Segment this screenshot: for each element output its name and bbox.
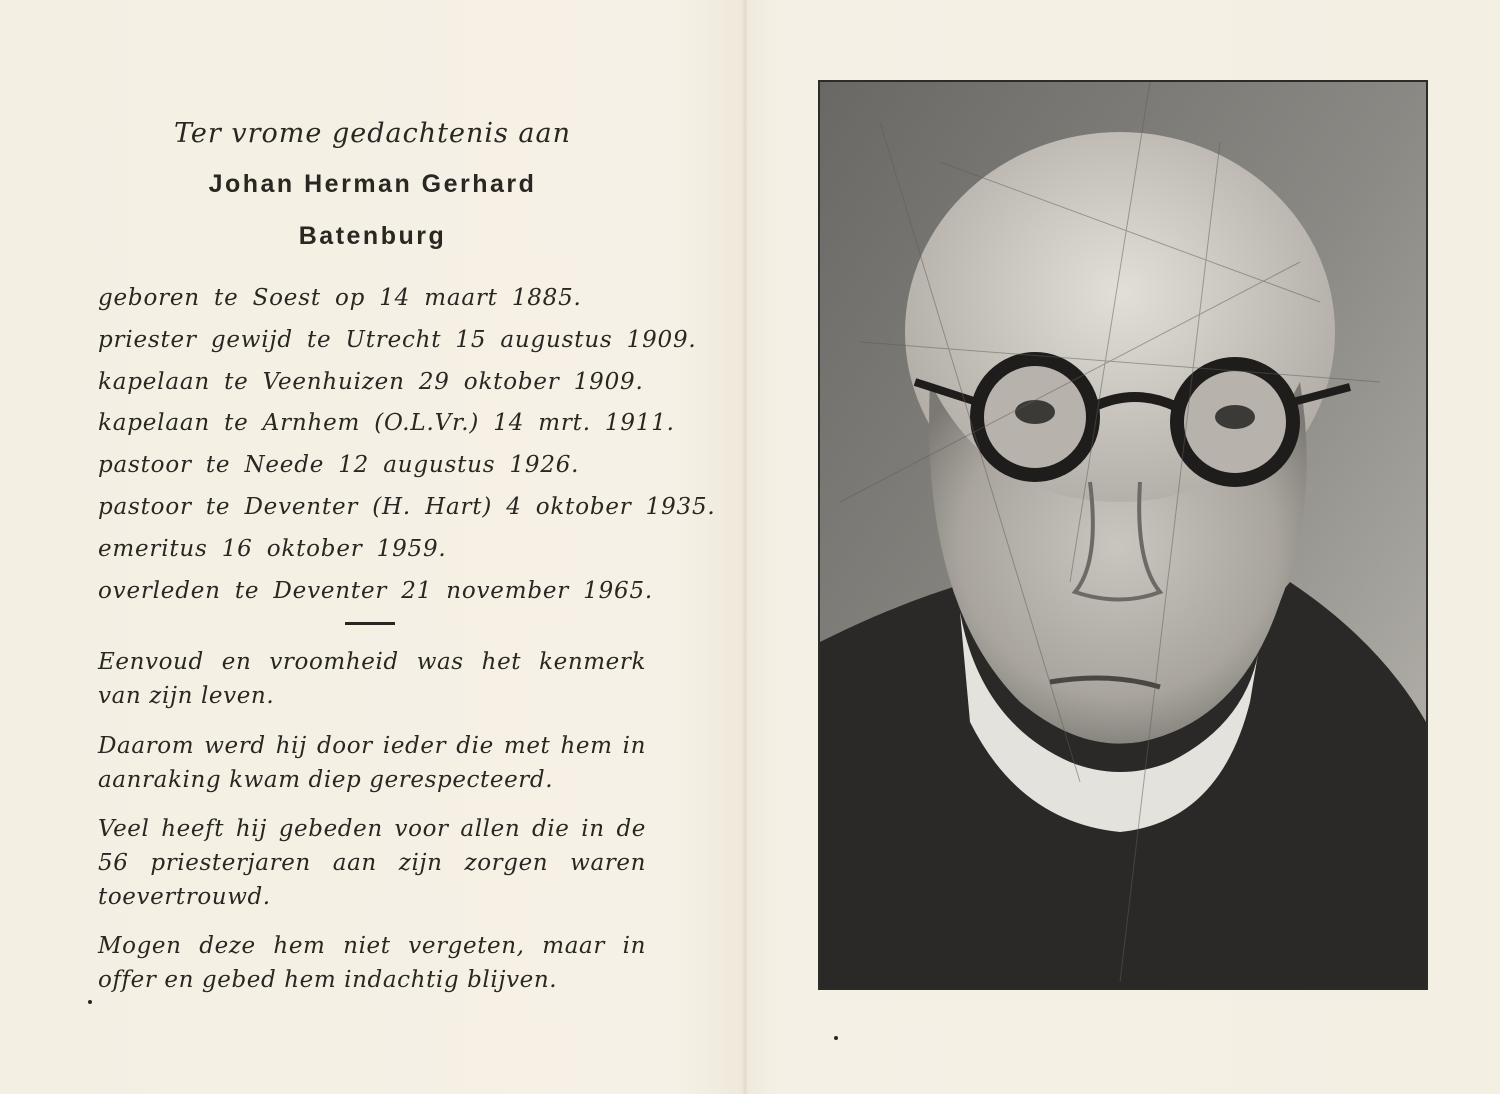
card-fold — [742, 0, 748, 1094]
verse-paragraph: Mogen deze hem niet vergeten, maar in offer en gebed hem indachtig blijven. — [98, 933, 646, 993]
section-divider — [345, 622, 395, 625]
career-item: overleden te Deventer 21 november 1965. — [98, 577, 654, 604]
career-item: pastoor te Neede 12 augustus 1926. — [98, 452, 580, 479]
portrait-illustration — [820, 82, 1426, 988]
verse-paragraph: Veel heeft hij gebeden voor allen die in de 56 priesterjaren aan zijn zorgen waren toevertrouwd. — [98, 816, 646, 910]
career-item: pastoor te Deventer (H. Hart) 4 oktober 1935. — [98, 493, 716, 520]
text-page — [0, 0, 742, 1094]
ink-speck — [88, 1000, 92, 1004]
career-item: priester gewijd te Utrecht 15 augustus 1909. — [98, 326, 697, 353]
eye-right — [1215, 405, 1255, 429]
career-item: geboren te Soest op 14 maart 1885. — [98, 285, 582, 311]
verse-paragraph: Eenvoud en vroomheid was het kenmerk van zijn leven. — [98, 649, 646, 709]
career-item: kapelaan te Arnhem (O.L.Vr.) 14 mrt. 1911. — [98, 410, 675, 437]
eye-left — [1015, 400, 1055, 424]
ink-speck — [834, 1036, 838, 1040]
career-item: emeritus 16 oktober 1959. — [98, 535, 447, 562]
verse-paragraph: Daarom werd hij door ieder die met hem in aanraking kwam diep gerespecteerd. — [98, 733, 646, 793]
career-item: kapelaan te Veenhuizen 29 oktober 1909. — [98, 368, 644, 395]
career-list — [98, 278, 716, 612]
name-line-first: Johan Herman Gerhard — [208, 170, 537, 198]
name-line-surname: Batenburg — [298, 222, 447, 250]
portrait-photo — [818, 80, 1428, 990]
dedication-line: Ter vrome gedachtenis aan — [174, 118, 571, 149]
